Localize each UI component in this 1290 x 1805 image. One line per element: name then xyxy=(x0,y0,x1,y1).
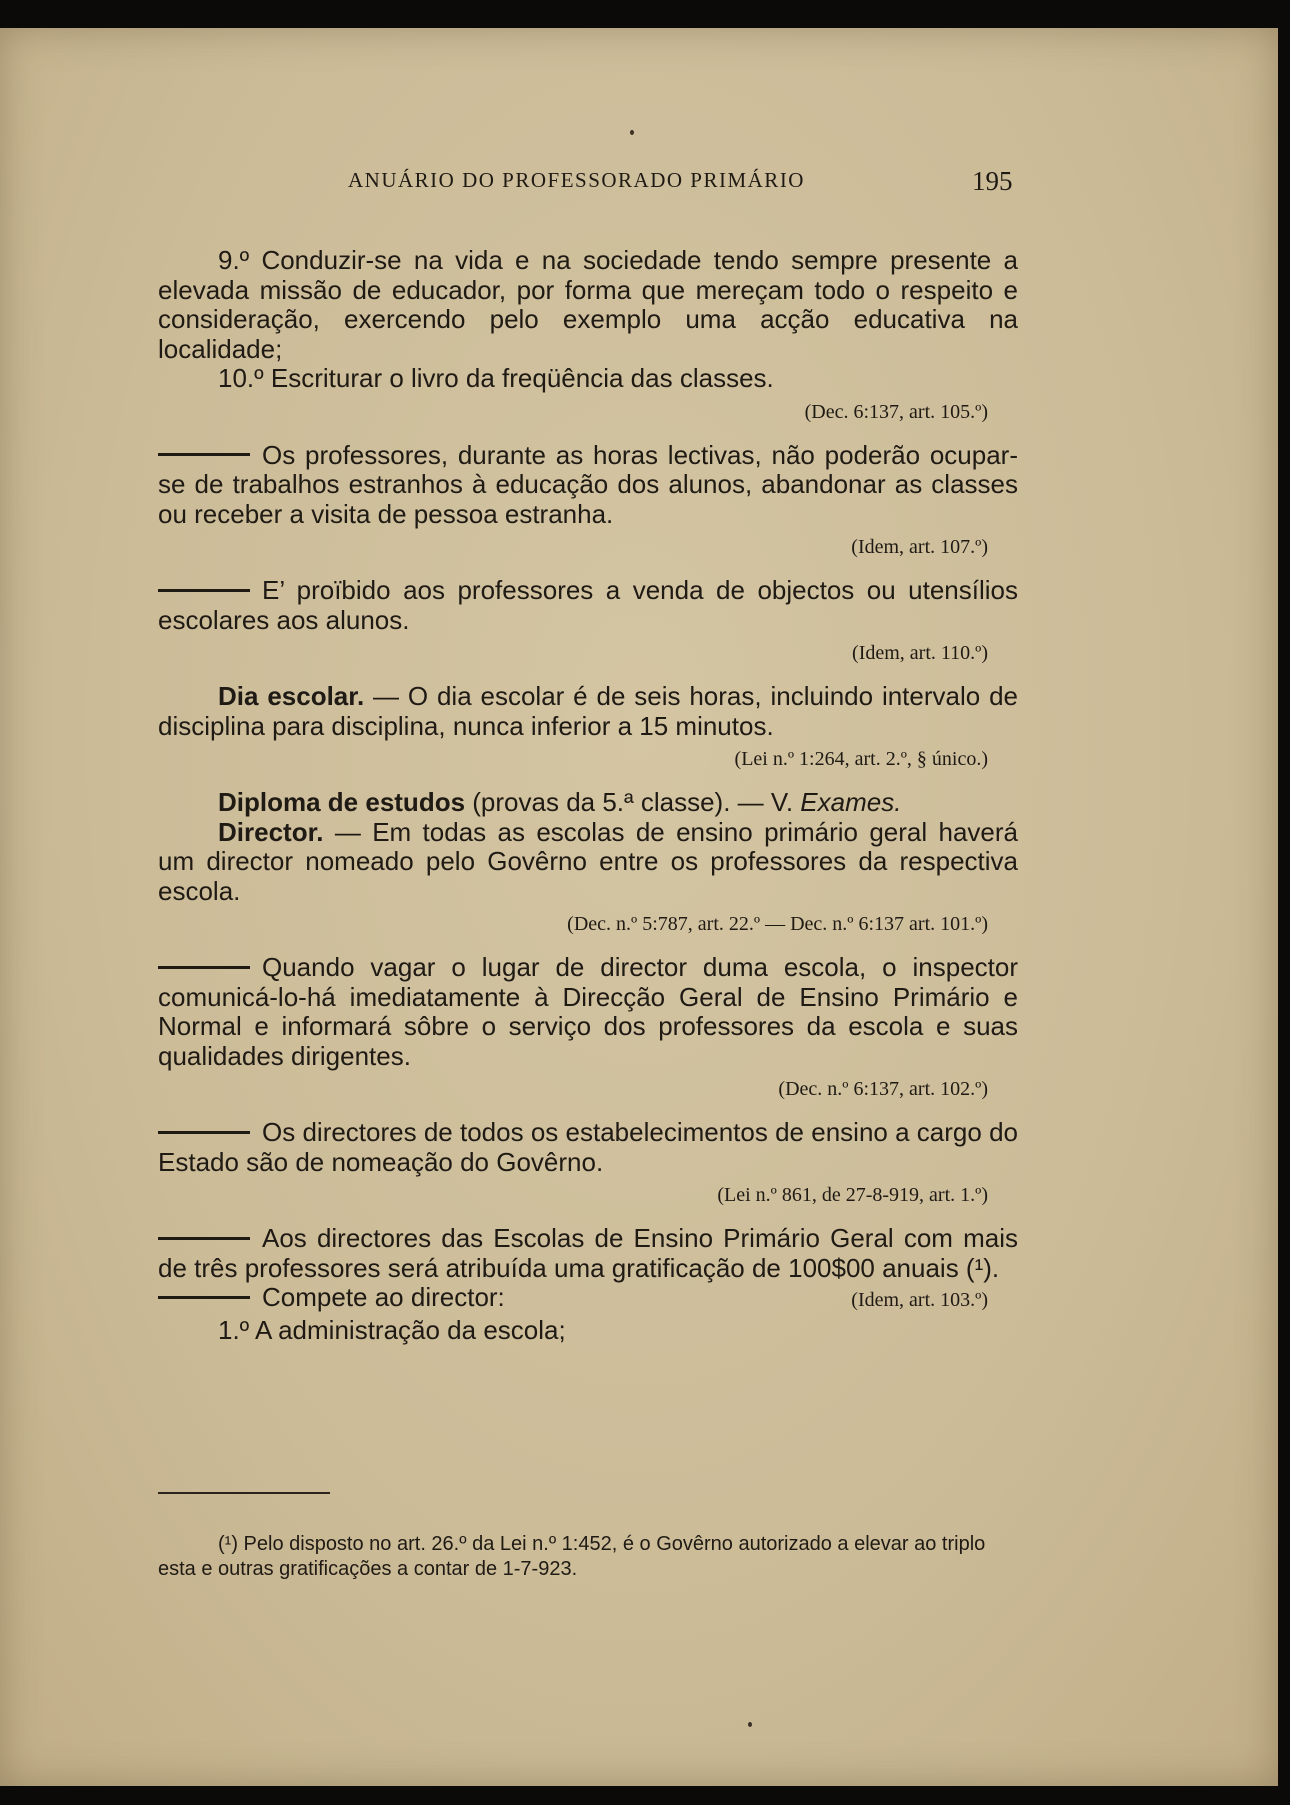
em-dash-rule xyxy=(158,589,250,592)
entry-text: — O dia escolar é de seis horas, incluindo intervalo de disciplina para disciplina, nunca inferior a 15 minutos. xyxy=(158,681,1018,741)
em-dash-rule xyxy=(158,1237,250,1240)
paragraph xyxy=(158,953,1018,1071)
paragraph-text: Aos directores das Escolas de Ensino Primário Geral com mais de três professores será atribuída uma gratificação de 100$00 anuais (¹). xyxy=(158,1223,1018,1283)
cross-reference: Exames. xyxy=(800,787,902,817)
running-title: ANUÁRIO DO PROFESSORADO PRIMÁRIO xyxy=(348,168,805,192)
paragraph-text: Compete ao director: xyxy=(262,1282,505,1312)
paragraph-item-9: 9.º Conduzir-se na vida e na sociedade tendo sempre presente a elevada missão de educador, por forma que mereçam todo o respeito e consideração, exercendo pelo exemplo uma acção educativa na localidade; xyxy=(158,245,1018,364)
entry-heading: Diploma de estudos xyxy=(218,787,466,817)
entry-text: — Em todas as escolas de ensino primário geral haverá um director nomeado pelo Govêrno entre os professores da respectiva escola. xyxy=(158,816,1018,906)
paragraph xyxy=(158,1224,1018,1283)
paragraph xyxy=(158,441,1018,530)
footnote xyxy=(158,1532,1018,1582)
citation: (Lei n.º 861, de 27-8-919, art. 1.º) xyxy=(717,1184,988,1206)
paragraph xyxy=(158,1283,505,1313)
entry-dia-escolar xyxy=(158,682,1018,741)
ink-speck xyxy=(630,130,634,135)
paragraph-text: Quando vagar o lugar de director duma escola, o inspector comunicá-lo-há imediatamente à Direcção Geral de Ensino Primário e Normal e informará sôbre o serviço dos professores da escola e suas qualidades dirigentes. xyxy=(158,952,1018,1071)
paragraph-text: Os professores, durante as horas lectivas, não poderão ocupar-se de trabalhos estranhos à educação dos alunos, abandonar as classes ou receber a visita de pessoa estranha. xyxy=(158,439,1018,529)
paragraph xyxy=(158,1118,1018,1177)
citation: (Dec. 6:137, art. 105.º) xyxy=(804,400,988,423)
citation: (Idem, art. 107.º) xyxy=(851,536,988,558)
entry-director xyxy=(158,818,1018,907)
paragraph-item-10: 10.º Escriturar o livro da freqüência das classes. xyxy=(218,363,774,393)
em-dash-rule xyxy=(158,966,250,969)
entry-text: (provas da 5.ª classe). — V. xyxy=(465,787,801,817)
entry-heading: Director. xyxy=(218,816,324,847)
paragraph-text: E’ proïbido aos professores a venda de objectos ou utensílios escolares aos alunos. xyxy=(158,575,1018,635)
paragraph-text: Os directores de todos os estabelecimentos de ensino a cargo do Estado são de nomeação do Govêrno. xyxy=(158,1117,1018,1177)
em-dash-rule xyxy=(158,453,250,456)
paragraph-item-1: 1.º A administração da escola; xyxy=(218,1314,566,1345)
citation: (Dec. n.º 6:137, art. 102.º) xyxy=(778,1078,988,1100)
citation: (Lei n.º 1:264, art. 2.º, § único.) xyxy=(734,748,988,770)
ink-speck xyxy=(748,1722,752,1727)
em-dash-rule xyxy=(158,1296,250,1299)
paragraph xyxy=(158,576,1018,635)
footnote-rule xyxy=(158,1492,330,1494)
citation: (Idem, art. 103.º) xyxy=(851,1289,988,1311)
citation: (Dec. n.º 5:787, art. 22.º — Dec. n.º 6:137 art. 101.º) xyxy=(567,913,988,935)
page-number: 195 xyxy=(972,166,1013,196)
main-text xyxy=(158,246,1018,1345)
entry-heading: Dia escolar. xyxy=(218,681,365,711)
entry-diploma xyxy=(158,788,1018,818)
paragraph-with-citation xyxy=(158,1283,1018,1316)
footnote-text: (¹) Pelo disposto no art. 26.º da Lei n.º 1:452, é o Govêrno autorizado a elevar ao triplo esta e outras gratificações a contar de 1-7-923. xyxy=(158,1533,986,1580)
em-dash-rule xyxy=(158,1131,250,1134)
citation: (Idem, art. 110.º) xyxy=(852,642,988,664)
